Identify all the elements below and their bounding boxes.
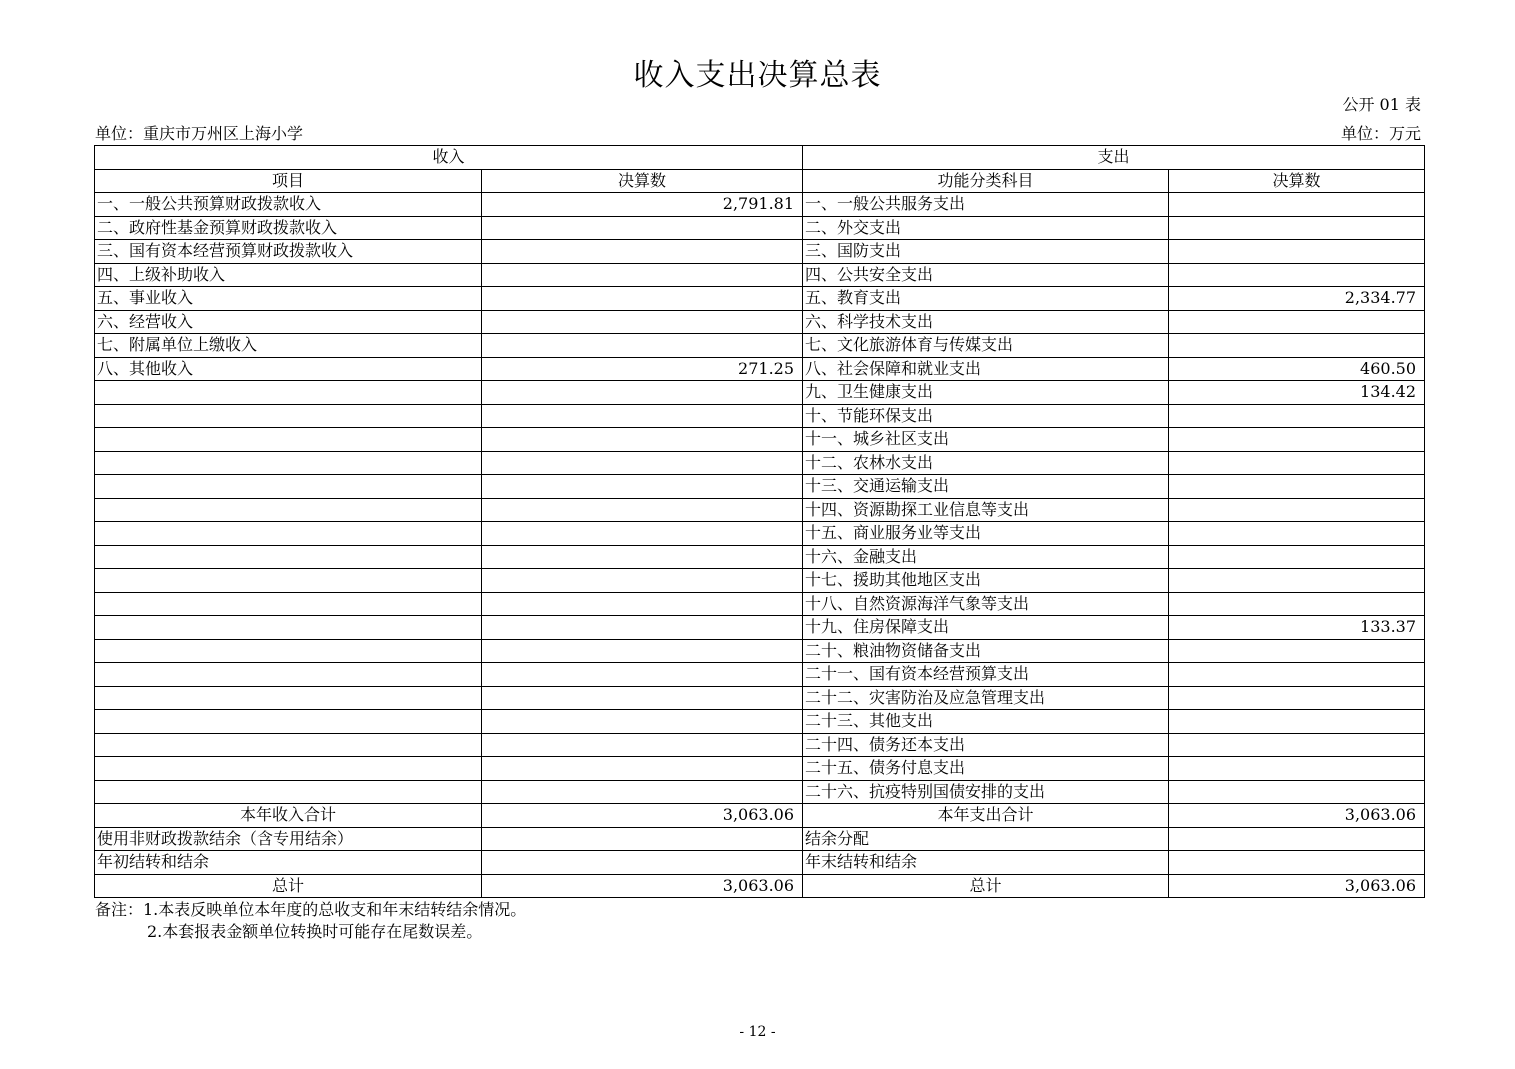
income-item-cell xyxy=(95,592,482,616)
expense-item-header: 功能分类科目 xyxy=(803,169,1169,193)
expense-amount-cell xyxy=(1169,545,1425,569)
expense-item-cell: 十五、商业服务业等支出 xyxy=(803,522,1169,546)
income-item-cell xyxy=(95,710,482,734)
income-item-cell xyxy=(95,404,482,428)
expense-amount-cell xyxy=(1169,710,1425,734)
income-amount-cell: 3,063.06 xyxy=(482,874,803,898)
table-row xyxy=(95,663,1425,687)
expense-item-cell: 六、科学技术支出 xyxy=(803,310,1169,334)
income-item-cell: 六、经营收入 xyxy=(95,310,482,334)
income-amount-cell xyxy=(482,475,803,499)
table-row xyxy=(95,216,1425,240)
expense-section-header: 支出 xyxy=(803,146,1425,170)
notes xyxy=(95,899,526,943)
expense-item-cell: 四、公共安全支出 xyxy=(803,263,1169,287)
table-row xyxy=(95,545,1425,569)
expense-amount-cell xyxy=(1169,404,1425,428)
expense-item-cell: 十八、自然资源海洋气象等支出 xyxy=(803,592,1169,616)
income-amount-cell xyxy=(482,381,803,405)
income-item-cell xyxy=(95,757,482,781)
expense-amount-cell xyxy=(1169,451,1425,475)
expense-item-cell: 二十四、债务还本支出 xyxy=(803,733,1169,757)
column-header-row xyxy=(95,169,1425,193)
expense-amount-cell xyxy=(1169,851,1425,875)
expense-amount-cell xyxy=(1169,334,1425,358)
table-row xyxy=(95,804,1425,828)
expense-amount-cell xyxy=(1169,663,1425,687)
income-item-cell xyxy=(95,451,482,475)
income-amount-cell xyxy=(482,522,803,546)
form-number: 公开 01 表 xyxy=(1342,95,1421,114)
expense-item-cell: 十二、农林水支出 xyxy=(803,451,1169,475)
expense-item-cell: 总计 xyxy=(803,874,1169,898)
expense-amount-cell xyxy=(1169,475,1425,499)
table-row xyxy=(95,381,1425,405)
income-item-cell xyxy=(95,545,482,569)
expense-amount-cell: 2,334.77 xyxy=(1169,287,1425,311)
income-amount-cell xyxy=(482,240,803,264)
expense-item-cell: 结余分配 xyxy=(803,827,1169,851)
table-row xyxy=(95,404,1425,428)
expense-amount-cell xyxy=(1169,639,1425,663)
table-row xyxy=(95,334,1425,358)
table-row xyxy=(95,851,1425,875)
income-amount-cell xyxy=(482,616,803,640)
table-row xyxy=(95,686,1425,710)
expense-amount-cell xyxy=(1169,522,1425,546)
table-row xyxy=(95,475,1425,499)
table-row xyxy=(95,428,1425,452)
income-amount-cell xyxy=(482,592,803,616)
income-amount-cell xyxy=(482,287,803,311)
table-row xyxy=(95,522,1425,546)
expense-amount-cell: 134.42 xyxy=(1169,381,1425,405)
income-item-cell xyxy=(95,569,482,593)
expense-item-cell: 三、国防支出 xyxy=(803,240,1169,264)
income-item-cell: 总计 xyxy=(95,874,482,898)
income-item-cell xyxy=(95,522,482,546)
expense-amount-cell: 3,063.06 xyxy=(1169,804,1425,828)
note-line-2: 2.本套报表金额单位转换时可能存在尾数误差。 xyxy=(147,922,483,941)
page-title: 收入支出决算总表 xyxy=(633,58,882,93)
table-row xyxy=(95,827,1425,851)
expense-item-cell: 十九、住房保障支出 xyxy=(803,616,1169,640)
income-item-cell xyxy=(95,428,482,452)
expense-item-cell: 二、外交支出 xyxy=(803,216,1169,240)
income-item-cell: 二、政府性基金预算财政拨款收入 xyxy=(95,216,482,240)
income-item-cell: 本年收入合计 xyxy=(95,804,482,828)
expense-item-cell: 十四、资源勘探工业信息等支出 xyxy=(803,498,1169,522)
expense-amount-cell: 460.50 xyxy=(1169,357,1425,381)
table-row xyxy=(95,240,1425,264)
income-amount-cell xyxy=(482,569,803,593)
expense-item-cell: 二十五、债务付息支出 xyxy=(803,757,1169,781)
table-row xyxy=(95,710,1425,734)
income-amount-cell: 2,791.81 xyxy=(482,193,803,217)
income-item-cell xyxy=(95,498,482,522)
income-item-cell xyxy=(95,663,482,687)
expense-amount-cell xyxy=(1169,428,1425,452)
expense-amount-cell xyxy=(1169,240,1425,264)
income-amount-cell xyxy=(482,451,803,475)
income-item-cell: 四、上级补助收入 xyxy=(95,263,482,287)
income-amount-cell xyxy=(482,827,803,851)
income-item-cell xyxy=(95,381,482,405)
expense-amount-cell xyxy=(1169,686,1425,710)
expense-item-cell: 二十六、抗疫特别国债安排的支出 xyxy=(803,780,1169,804)
expense-amount-cell xyxy=(1169,780,1425,804)
expense-item-cell: 十三、交通运输支出 xyxy=(803,475,1169,499)
expense-item-cell: 十一、城乡社区支出 xyxy=(803,428,1169,452)
expense-item-cell: 七、文化旅游体育与传媒支出 xyxy=(803,334,1169,358)
reporting-unit: 单位：重庆市万州区上海小学 xyxy=(95,124,304,143)
expense-item-cell: 二十三、其他支出 xyxy=(803,710,1169,734)
income-amount-cell xyxy=(482,733,803,757)
table-row xyxy=(95,287,1425,311)
table-row xyxy=(95,780,1425,804)
income-amount-cell xyxy=(482,216,803,240)
income-item-header: 项目 xyxy=(95,169,482,193)
income-amount-cell xyxy=(482,851,803,875)
income-item-cell xyxy=(95,639,482,663)
expense-amount-cell xyxy=(1169,592,1425,616)
expense-amount-cell xyxy=(1169,193,1425,217)
expense-item-cell: 九、卫生健康支出 xyxy=(803,381,1169,405)
expense-item-cell: 八、社会保障和就业支出 xyxy=(803,357,1169,381)
table-row xyxy=(95,733,1425,757)
income-item-cell xyxy=(95,780,482,804)
income-item-cell xyxy=(95,616,482,640)
table-row xyxy=(95,451,1425,475)
income-amount-cell xyxy=(482,498,803,522)
income-amount-cell xyxy=(482,263,803,287)
income-item-cell: 一、一般公共预算财政拨款收入 xyxy=(95,193,482,217)
expense-item-cell: 二十一、国有资本经营预算支出 xyxy=(803,663,1169,687)
expense-amount-cell xyxy=(1169,263,1425,287)
income-section-header: 收入 xyxy=(95,146,803,170)
income-amount-cell xyxy=(482,757,803,781)
table-row xyxy=(95,498,1425,522)
table-row xyxy=(95,639,1425,663)
currency-unit: 单位：万元 xyxy=(1340,124,1421,143)
income-amount-cell xyxy=(482,710,803,734)
income-item-cell xyxy=(95,733,482,757)
income-amount-cell xyxy=(482,310,803,334)
income-item-cell: 年初结转和结余 xyxy=(95,851,482,875)
income-item-cell: 五、事业收入 xyxy=(95,287,482,311)
expense-amount-cell xyxy=(1169,757,1425,781)
income-amount-cell xyxy=(482,428,803,452)
expense-item-cell: 二十、粮油物资储备支出 xyxy=(803,639,1169,663)
table-row xyxy=(95,616,1425,640)
expense-amount-header: 决算数 xyxy=(1169,169,1425,193)
income-amount-cell xyxy=(482,639,803,663)
income-item-cell: 七、附属单位上缴收入 xyxy=(95,334,482,358)
income-amount-cell xyxy=(482,404,803,428)
expense-item-cell: 十六、金融支出 xyxy=(803,545,1169,569)
expense-amount-cell xyxy=(1169,310,1425,334)
expense-amount-cell xyxy=(1169,733,1425,757)
income-item-cell: 八、其他收入 xyxy=(95,357,482,381)
expense-amount-cell xyxy=(1169,498,1425,522)
expense-item-cell: 本年支出合计 xyxy=(803,804,1169,828)
note-line-1: 备注：1.本表反映单位本年度的总收支和年末结转结余情况。 xyxy=(95,900,527,919)
expense-amount-cell xyxy=(1169,569,1425,593)
income-expense-table xyxy=(94,145,1425,898)
expense-item-cell: 十、节能环保支出 xyxy=(803,404,1169,428)
expense-amount-cell xyxy=(1169,216,1425,240)
table-row xyxy=(95,193,1425,217)
expense-item-cell: 年末结转和结余 xyxy=(803,851,1169,875)
expense-amount-cell: 3,063.06 xyxy=(1169,874,1425,898)
income-item-cell: 使用非财政拨款结余（含专用结余） xyxy=(95,827,482,851)
table-row xyxy=(95,357,1425,381)
table-row xyxy=(95,874,1425,898)
table-row xyxy=(95,310,1425,334)
table-row xyxy=(95,263,1425,287)
expense-item-cell: 二十二、灾害防治及应急管理支出 xyxy=(803,686,1169,710)
income-amount-cell: 271.25 xyxy=(482,357,803,381)
income-item-cell: 三、国有资本经营预算财政拨款收入 xyxy=(95,240,482,264)
expense-item-cell: 五、教育支出 xyxy=(803,287,1169,311)
income-amount-header: 决算数 xyxy=(482,169,803,193)
table-row xyxy=(95,592,1425,616)
income-item-cell xyxy=(95,475,482,499)
income-amount-cell xyxy=(482,545,803,569)
table-row xyxy=(95,569,1425,593)
income-amount-cell xyxy=(482,334,803,358)
income-amount-cell xyxy=(482,780,803,804)
table-row xyxy=(95,757,1425,781)
expense-item-cell: 十七、援助其他地区支出 xyxy=(803,569,1169,593)
expense-item-cell: 一、一般公共服务支出 xyxy=(803,193,1169,217)
page-number: - 12 - xyxy=(739,1024,776,1040)
income-amount-cell xyxy=(482,663,803,687)
income-amount-cell xyxy=(482,686,803,710)
income-item-cell xyxy=(95,686,482,710)
expense-amount-cell xyxy=(1169,827,1425,851)
section-header-row xyxy=(95,146,1425,170)
expense-amount-cell: 133.37 xyxy=(1169,616,1425,640)
income-amount-cell: 3,063.06 xyxy=(482,804,803,828)
